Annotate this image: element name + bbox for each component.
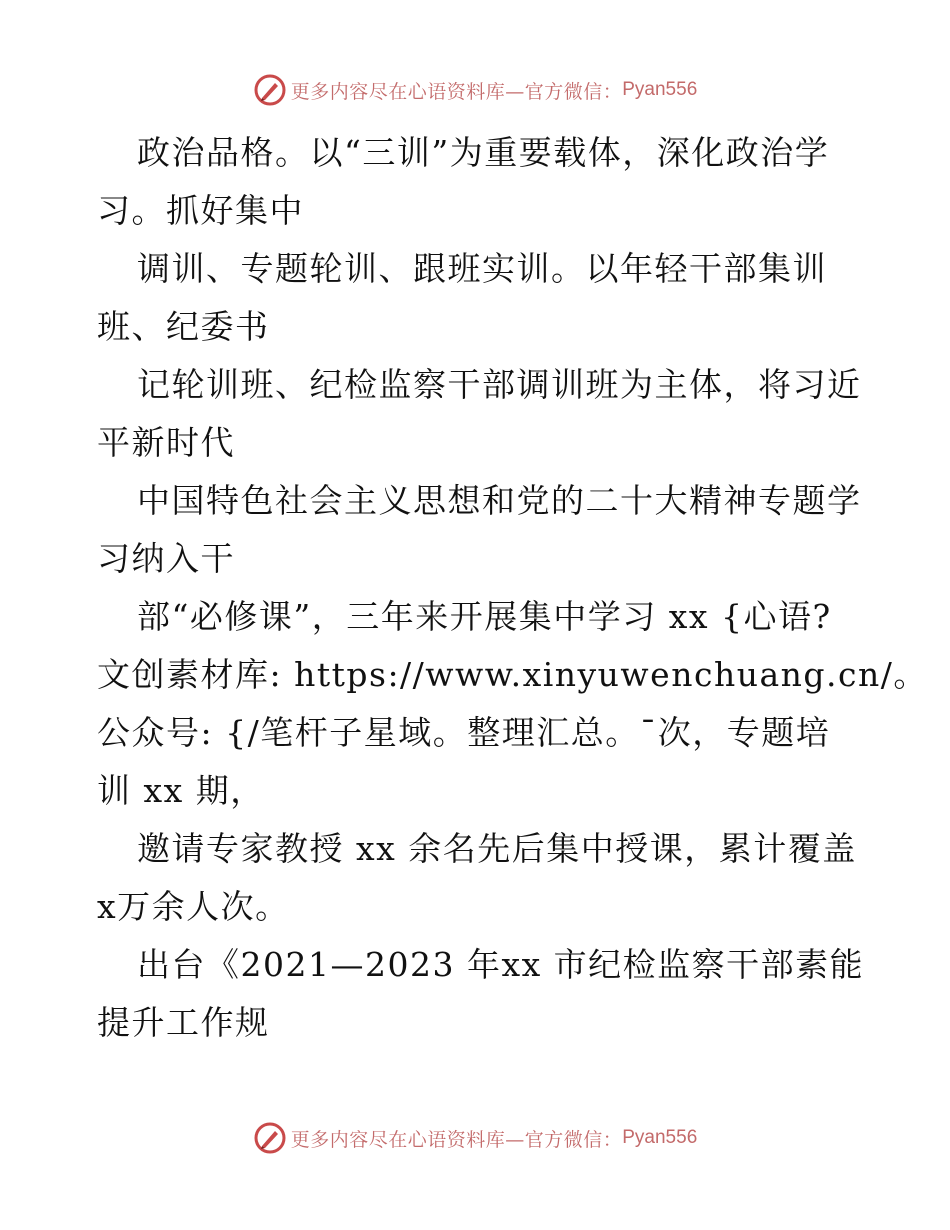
watermark-text: 更多内容尽在心语资料库—官方微信： xyxy=(290,80,623,103)
body-line: 训 xx 期， xyxy=(97,771,265,810)
body-line: 习。抓好集中 xyxy=(97,191,304,230)
header-watermark xyxy=(0,70,950,110)
document-body xyxy=(97,124,928,1052)
watermark-wechat-id: Pyan556 xyxy=(622,79,698,100)
footer-watermark xyxy=(0,1118,950,1158)
body-line: 记轮训班、纪检监察干部调训班为主体，将习近 xyxy=(137,365,862,404)
body-line: 调训、专题轮训、跟班实训。以年轻干部集训 xyxy=(137,249,827,288)
body-line: 政治品格。以“三训”为重要载体，深化政治学 xyxy=(137,133,830,172)
body-line: 提升工作规 xyxy=(97,1003,270,1042)
body-line: x万余人次。 xyxy=(97,887,290,926)
pen-logo-icon xyxy=(253,1121,287,1155)
body-line: 平新时代 xyxy=(97,423,235,462)
pen-logo-icon xyxy=(253,73,287,107)
body-line: 文创素材库: https://www.xinyuwenchuang.cn/。 xyxy=(97,655,928,694)
watermark-text: 更多内容尽在心语资料库—官方微信： xyxy=(290,1128,623,1151)
body-line: 邀请专家教授 xx 余名先后集中授课，累计覆盖 xyxy=(137,829,857,868)
body-line: 公众号: {/笔杆子星域。整理汇总。¯次，专题培 xyxy=(97,713,831,752)
body-line: 中国特色社会主义思想和党的二十大精神专题学 xyxy=(137,481,862,520)
body-line: 班、纪委书 xyxy=(97,307,270,346)
body-line: 习纳入干 xyxy=(97,539,235,578)
body-line: 部“必修课”，三年来开展集中学习 xx {心语? xyxy=(137,597,832,636)
watermark-wechat-id: Pyan556 xyxy=(622,1127,698,1148)
body-line: 出台《2021—2023 年xx 市纪检监察干部素能 xyxy=(137,945,865,984)
